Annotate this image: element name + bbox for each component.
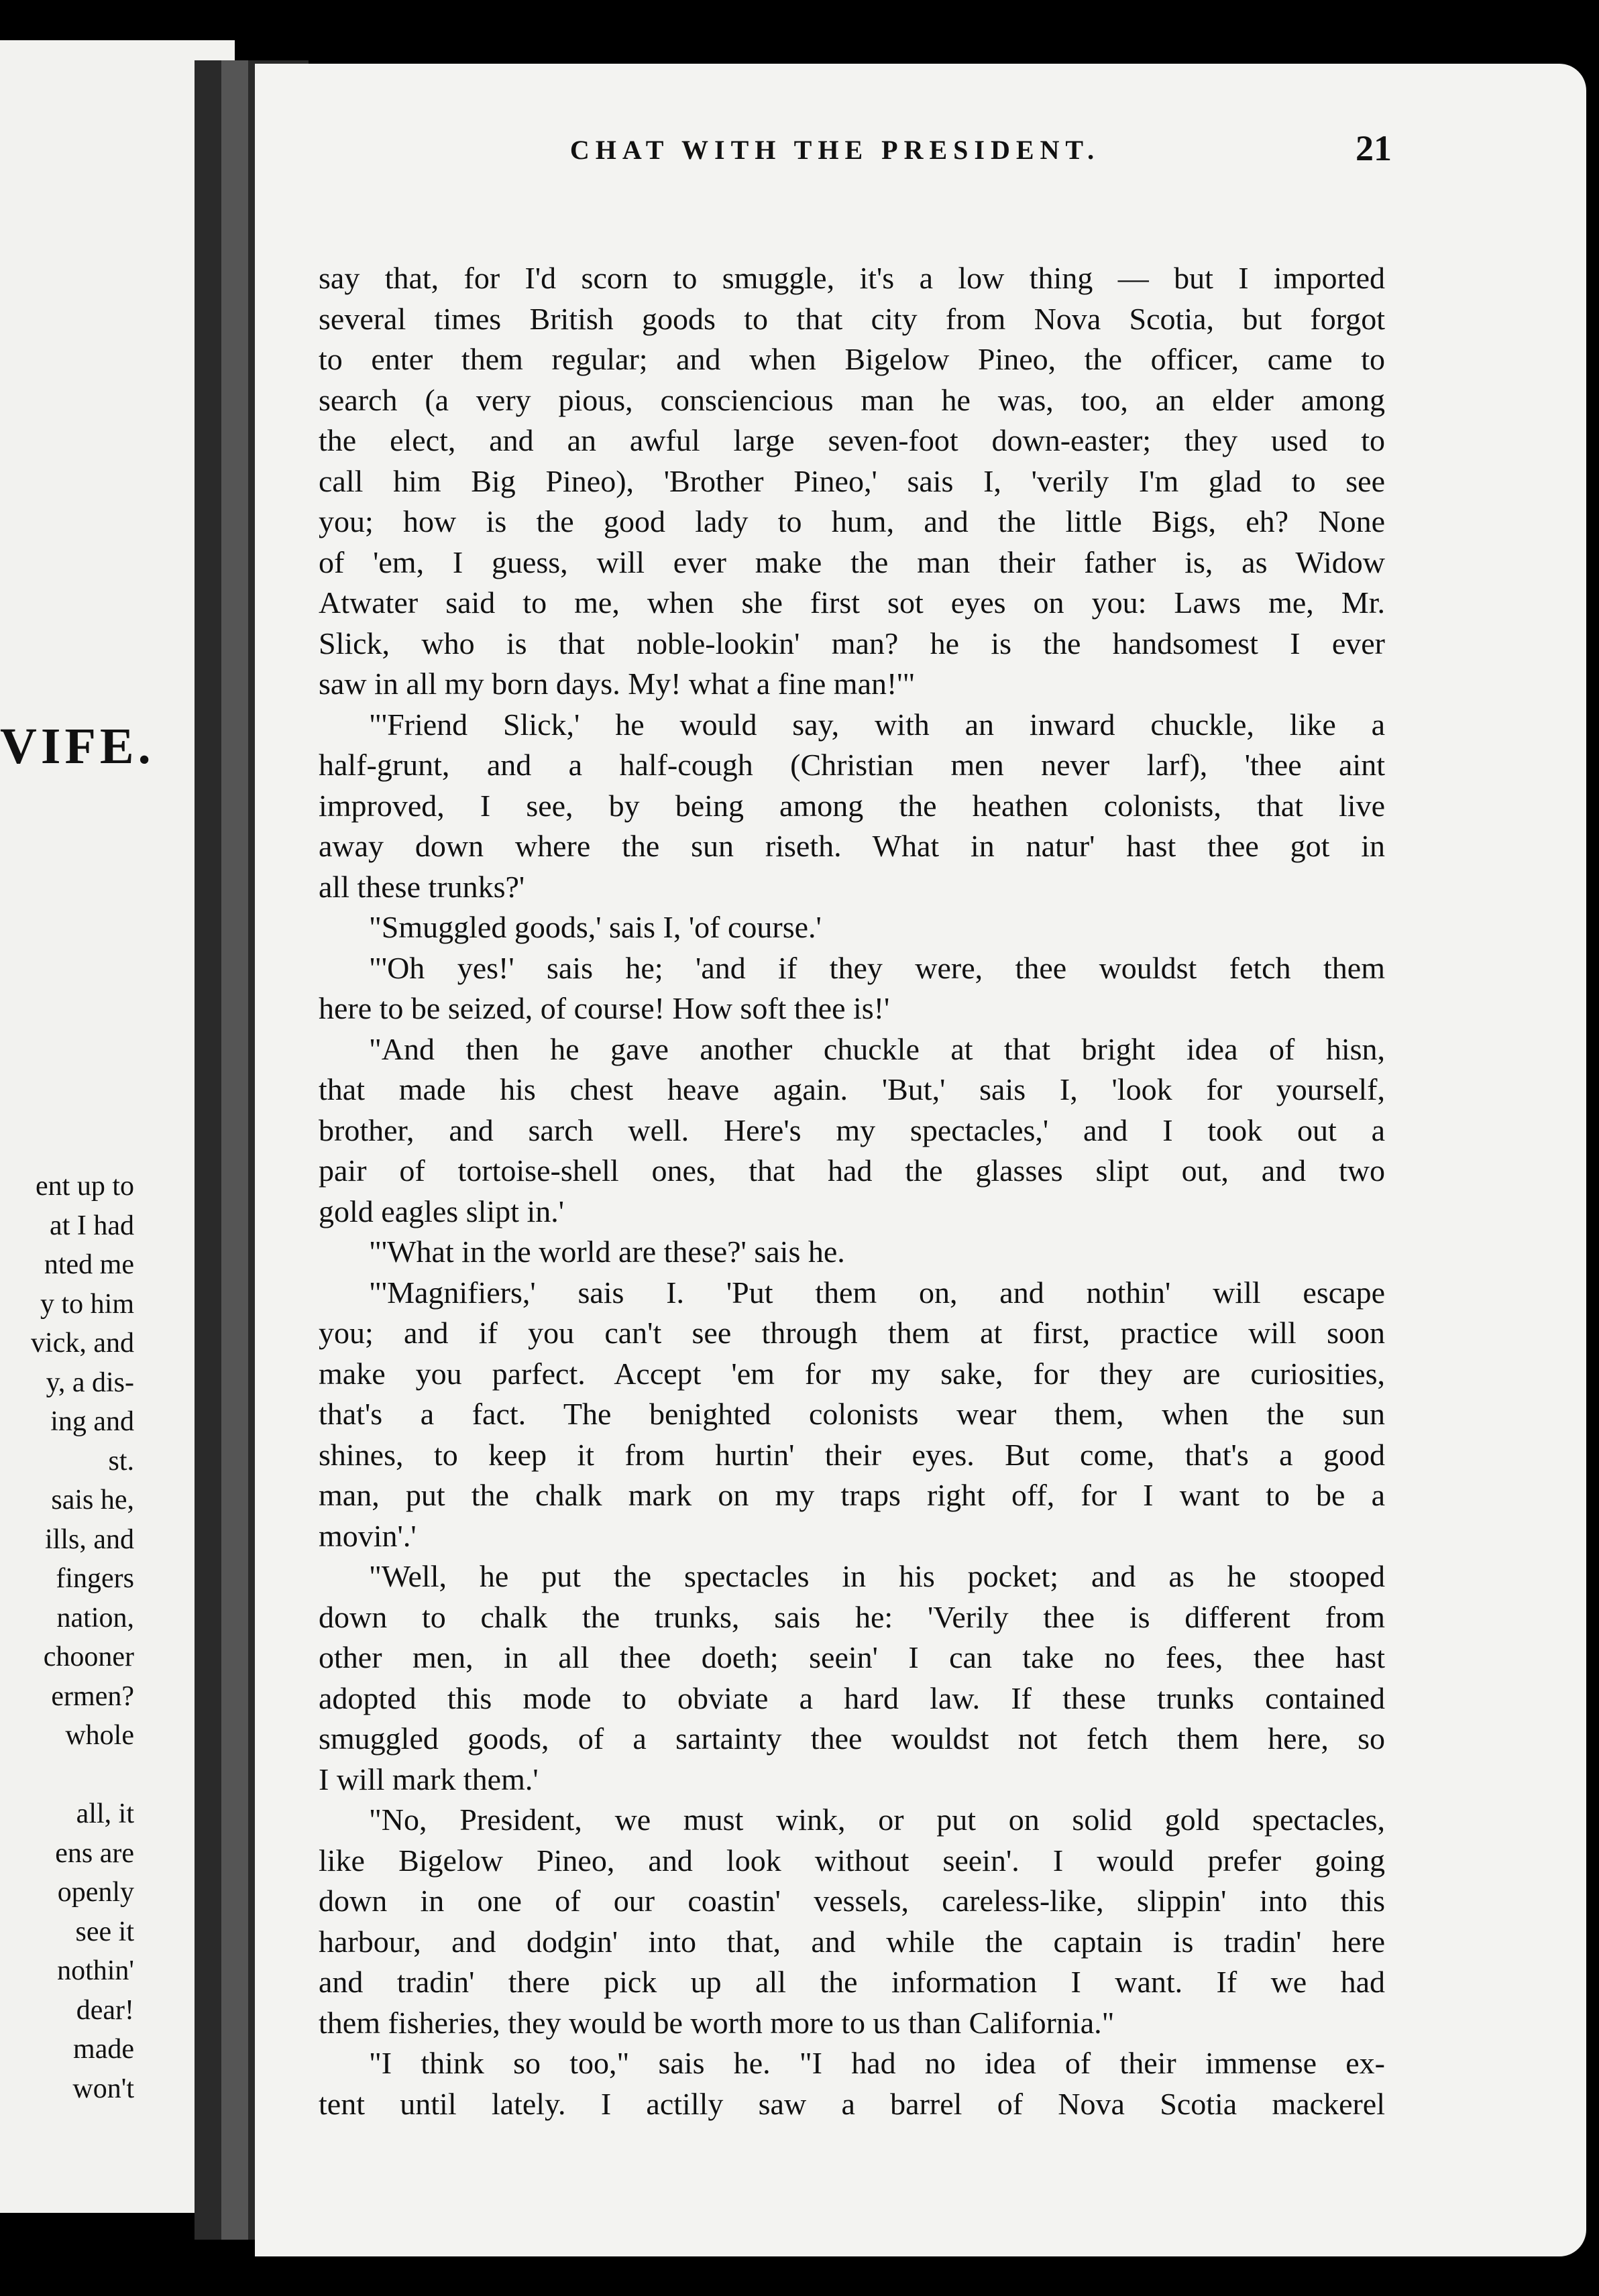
text-line: "I think so too," sais he. "I had no idea of their immense ex- bbox=[369, 2046, 1385, 2080]
paragraph bbox=[319, 907, 1385, 948]
left-page-line bbox=[0, 1756, 134, 1795]
text-line: "Well, he put the spectacles in his pocket; and as he stooped bbox=[369, 1559, 1385, 1593]
text-line: away down where the sun riseth. What in natur' hast thee got in bbox=[319, 829, 1385, 863]
paragraph bbox=[319, 1556, 1385, 1800]
left-page-line: see it bbox=[75, 1916, 134, 1947]
text-line: I will mark them.' bbox=[319, 1762, 539, 1796]
paragraph bbox=[319, 1232, 1385, 1273]
text-line: the elect, and an awful large seven-foot down-easter; they used to bbox=[319, 423, 1385, 457]
text-line: make you parfect. Accept 'em for my sake, for they are curiosities, bbox=[319, 1356, 1385, 1391]
left-page-line: st. bbox=[108, 1445, 134, 1477]
paragraph bbox=[319, 705, 1385, 908]
text-line: man, put the chalk mark on my traps right off, for I want to be a bbox=[319, 1478, 1385, 1512]
text-line: "Smuggled goods,' sais I, 'of course.' bbox=[369, 910, 822, 944]
paragraph bbox=[319, 1273, 1385, 1557]
left-page-line: nted me bbox=[44, 1249, 134, 1280]
text-line: smuggled goods, of a sartainty thee wouldst not fetch them here, so bbox=[319, 1721, 1385, 1756]
left-page-line: won't bbox=[72, 2073, 134, 2104]
text-line: other men, in all thee doeth; seein' I can take no fees, thee hast bbox=[319, 1640, 1385, 1674]
text-line: of 'em, I guess, will ever make the man their father is, as Widow bbox=[319, 544, 1385, 579]
left-page-line: y to him bbox=[40, 1288, 134, 1320]
text-line: "'What in the world are these?' sais he. bbox=[369, 1235, 845, 1269]
left-page-line: chooner bbox=[43, 1642, 134, 1672]
running-head: CHAT WITH THE PRESIDENT. bbox=[569, 135, 1101, 165]
left-page-line: ermen? bbox=[51, 1680, 134, 1712]
text-line: brother, and sarch well. Here's my spectacles,' and I took out a bbox=[319, 1112, 1385, 1147]
text-line: them fisheries, they would be worth more to us than California." bbox=[319, 2005, 1115, 2040]
left-page-line: at I had bbox=[50, 1210, 134, 1241]
text-line: "'Magnifiers,' sais I. 'Put them on, and nothin' will escape bbox=[369, 1275, 1385, 1310]
text-line: several times British goods to that city from Nova Scotia, but forgot bbox=[319, 301, 1385, 336]
text-line: "'Friend Slick,' he would say, with an inward chuckle, like a bbox=[369, 707, 1385, 742]
text-line: you; and if you can't see through them at first, practice will soon bbox=[319, 1316, 1385, 1350]
left-page-line: openly bbox=[57, 1877, 134, 1908]
left-page-line: ing and bbox=[50, 1406, 134, 1437]
page-number: 21 bbox=[1356, 128, 1392, 168]
text-line: Slick, who is that noble-lookin' man? he is the handsomest I ever bbox=[319, 626, 1385, 661]
paragraph bbox=[319, 948, 1385, 1029]
text-line: half-grunt, and a half-cough (Christian men never larf), 'thee aint bbox=[319, 748, 1385, 782]
text-line: down to chalk the trunks, sais he: 'Verily thee is different from bbox=[319, 1599, 1385, 1634]
text-line: search (a very pious, consciencious man he was, too, an elder among bbox=[319, 382, 1385, 417]
text-line: and tradin' there pick up all the information I want. If we had bbox=[319, 1965, 1385, 1999]
text-line: saw in all my born days. My! what a fine man!'" bbox=[319, 667, 916, 701]
left-page-line: nothin' bbox=[57, 1955, 134, 1986]
left-page-line: ens are bbox=[55, 1837, 134, 1869]
left-page-line: y, a dis- bbox=[46, 1367, 134, 1398]
text-line: that made his chest heave again. 'But,' sais I, 'look for yourself, bbox=[319, 1072, 1385, 1106]
paragraph bbox=[319, 1800, 1385, 2043]
text-line: harbour, and dodgin' into that, and while the captain is tradin' here bbox=[319, 1924, 1385, 1959]
left-page-text bbox=[0, 1167, 134, 2108]
paragraph bbox=[319, 2043, 1385, 2124]
book-spine-edge bbox=[221, 60, 248, 2240]
paragraph bbox=[319, 1029, 1385, 1232]
paragraph bbox=[319, 258, 1385, 705]
left-page-line: ills, and bbox=[45, 1524, 134, 1555]
text-line: like Bigelow Pineo, and look without seein'. I would prefer going bbox=[319, 1843, 1385, 1878]
text-line: call him Big Pineo), 'Brother Pineo,' sais I, 'verily I'm glad to see bbox=[319, 463, 1385, 498]
text-line: all these trunks?' bbox=[319, 869, 525, 904]
left-page-heading-fragment: VIFE. bbox=[0, 718, 155, 774]
left-page-line: fingers bbox=[56, 1563, 134, 1594]
text-line: tent until lately. I actilly saw a barrel of Nova Scotia mackerel bbox=[319, 2086, 1385, 2121]
left-page-line: sais he, bbox=[51, 1485, 134, 1515]
left-page-line: all, it bbox=[76, 1798, 134, 1829]
text-line: Atwater said to me, when she first sot eyes on you: Laws me, Mr. bbox=[319, 585, 1385, 620]
left-page-line: ent up to bbox=[36, 1171, 134, 1202]
text-line: gold eagles slipt in.' bbox=[319, 1194, 565, 1228]
left-page-line: made bbox=[73, 2034, 134, 2065]
text-line: shines, to keep it from hurtin' their eyes. But come, that's a good bbox=[319, 1437, 1385, 1472]
text-line: movin'.' bbox=[319, 1518, 417, 1553]
body-text bbox=[319, 258, 1385, 2124]
text-line: down in one of our coastin' vessels, careless-like, slippin' into this bbox=[319, 1884, 1385, 1918]
text-line: pair of tortoise-shell ones, that had the glasses slipt out, and two bbox=[319, 1153, 1385, 1188]
left-page-line: whole bbox=[65, 1720, 134, 1751]
text-line: "'Oh yes!' sais he; 'and if they were, thee wouldst fetch them bbox=[369, 950, 1385, 985]
text-line: you; how is the good lady to hum, and the little Bigs, eh? None bbox=[319, 504, 1385, 538]
page-header bbox=[278, 127, 1392, 181]
text-line: say that, for I'd scorn to smuggle, it's a low thing — but I imported bbox=[319, 261, 1385, 295]
left-page-line: vick, and bbox=[31, 1328, 134, 1359]
left-page-line: dear! bbox=[76, 1994, 134, 2026]
text-line: improved, I see, by being among the heathen colonists, that live bbox=[319, 788, 1385, 823]
left-page-line: nation, bbox=[56, 1602, 134, 1633]
text-line: to enter them regular; and when Bigelow Pineo, the officer, came to bbox=[319, 342, 1385, 376]
text-line: that's a fact. The benighted colonists wear them, when the sun bbox=[319, 1397, 1385, 1431]
text-line: "And then he gave another chuckle at that bright idea of hisn, bbox=[369, 1031, 1385, 1066]
text-line: here to be seized, of course! How soft thee is!' bbox=[319, 991, 890, 1025]
text-line: "No, President, we must wink, or put on solid gold spectacles, bbox=[369, 1802, 1385, 1837]
text-line: adopted this mode to obviate a hard law. If these trunks contained bbox=[319, 1680, 1385, 1715]
